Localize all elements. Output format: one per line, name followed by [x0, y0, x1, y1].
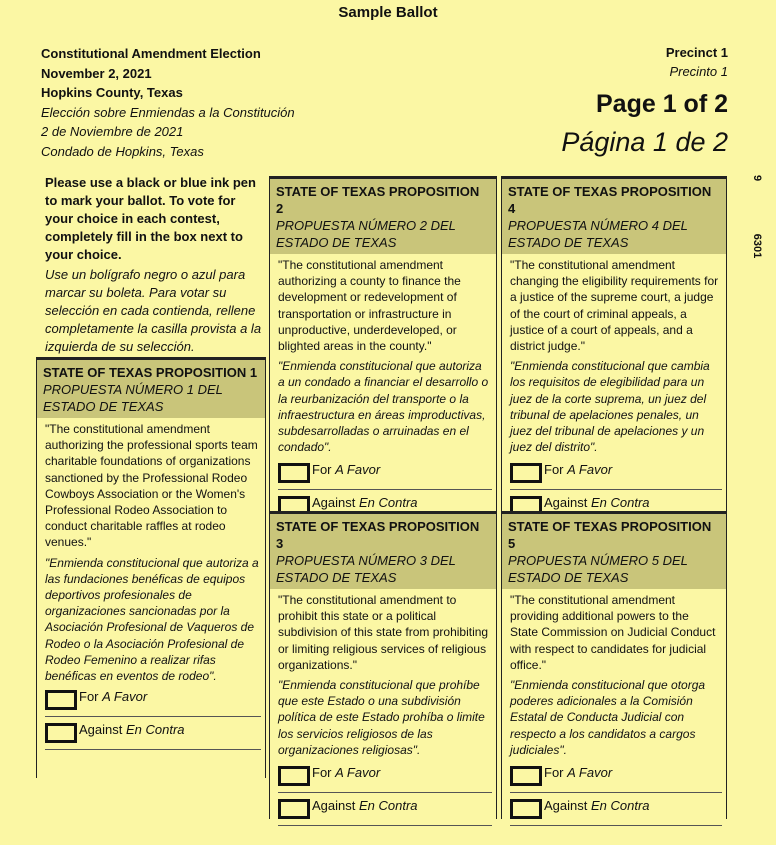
ballot-title: Sample Ballot — [338, 4, 438, 21]
instructions-es: Use un bolígrafo negro o azul para marcar su boleta. Para votar su selección en cada contienda, rellene completamente la casilla provista a la izquierda de su selección. — [45, 267, 262, 354]
voting-instructions — [45, 174, 263, 356]
proposition-1-text-en: "The constitutional amendment authorizing the professional sports team charitable foundations of organizations sanctioned by the Professional Rodeo Cowboys Association or the Women's Professional Rodeo Association to conduct charitable raffles at rodeo venues." — [45, 422, 258, 550]
proposition-1-header — [37, 360, 265, 418]
proposition-3-title-en: STATE OF TEXAS PROPOSITION 3 — [276, 519, 480, 551]
precinct-info — [666, 45, 728, 79]
column-left — [36, 357, 266, 778]
election-info — [41, 44, 295, 162]
proposition-4-title-es: PROPUESTA NÚMERO 4 DEL ESTADO DE TEXAS — [508, 218, 688, 250]
proposition-4-text-en: "The constitutional amendment changing the eligibility requirements for a justice of the supreme court, a judge of the court of criminal appeals, a justice of a court of appeals, and a district judge." — [510, 258, 719, 354]
proposition-5-text-en: "The constitutional amendment providing additional powers to the State Commission on Judicial Conduct with respect to candidates for judicial office." — [510, 593, 716, 672]
proposition-3 — [270, 514, 496, 828]
election-date-es: 2 de Noviembre de 2021 — [41, 124, 184, 140]
proposition-3-against-checkbox[interactable] — [278, 799, 310, 819]
proposition-3-title-es: PROPUESTA NÚMERO 3 DEL ESTADO DE TEXAS — [276, 553, 456, 585]
proposition-3-for-option[interactable] — [270, 762, 496, 795]
proposition-5-text-es: "Enmienda constitucional que otorga poderes adicionales a la Comisión Estatal de Conducta Judicial con respecto a los candidatos a cargos judiciales". — [510, 678, 706, 757]
proposition-1-title-es: PROPUESTA NÚMERO 1 DEL ESTADO DE TEXAS — [43, 382, 223, 414]
election-name-es: Elección sobre Enmiendas a la Constitución — [41, 104, 295, 120]
proposition-4-text-es: "Enmienda constitucional que cambia los requisitos de elegibilidad para un juez de la corte suprema, un juez del tribunal de apelaciones penales, un juez del tribunal de apelaciones y un juez del distrito". — [510, 359, 710, 455]
precinct-en: Precinct 1 — [665, 45, 728, 60]
proposition-3-text-es: "Enmienda constitucional que prohíbe que este Estado o una subdivisión política de este Estado prohíba o limite los servicios religiosos de las organizaciones religiosas". — [278, 678, 485, 757]
precinct-es: Precinto 1 — [669, 64, 728, 79]
election-name-en: Constitutional Amendment Election — [41, 46, 261, 61]
proposition-3-text-en: "The constitutional amendment to prohibit this state or a political subdivision of this state from prohibiting or limiting religious services of religious organizations." — [278, 593, 489, 672]
proposition-4-header — [502, 179, 726, 254]
against-label-en: Against — [544, 798, 588, 814]
for-label-en: For — [544, 462, 564, 478]
proposition-5-against-checkbox[interactable] — [510, 799, 542, 819]
proposition-5-title-es: PROPUESTA NÚMERO 5 DEL ESTADO DE TEXAS — [508, 553, 688, 585]
proposition-5-for-checkbox[interactable] — [510, 766, 542, 786]
side-number-bottom: 6301 — [751, 233, 764, 259]
against-label-es: En Contra — [359, 495, 418, 511]
for-label-en: For — [312, 462, 332, 478]
against-label-en: Against — [312, 798, 356, 814]
for-label-es: A Favor — [102, 689, 148, 705]
proposition-2-text-en: "The constitutional amendment authorizing a county to finance the development or redevelopment of transportation or infrastructure in unproductive, underdeveloped, or blighted areas in the county." — [278, 258, 461, 354]
proposition-4-title-en: STATE OF TEXAS PROPOSITION 4 — [508, 184, 712, 216]
for-label-es: A Favor — [567, 462, 613, 478]
proposition-1-text-es: "Enmienda constitucional que autoriza a las fundaciones benéficas de equipos deportivos profesionales de organizaciones sancionadas por la Asociación Profesional de Vaqueros de Rodeo o la Asociación Profesional de Rodeo Femenino a realizar rifas benéficas en eventos de rodeo". — [45, 555, 259, 684]
proposition-3-against-option[interactable] — [270, 795, 496, 828]
election-date-en: November 2, 2021 — [41, 65, 152, 81]
proposition-1-for-option[interactable] — [37, 686, 265, 719]
proposition-2-title-en: STATE OF TEXAS PROPOSITION 2 — [276, 184, 480, 216]
for-label-es: A Favor — [567, 765, 613, 781]
column-right — [501, 176, 727, 819]
for-label-en: For — [544, 765, 564, 781]
proposition-4-for-option[interactable] — [502, 459, 726, 492]
against-label-es: En Contra — [591, 495, 650, 511]
against-label-en: Against — [544, 495, 588, 511]
proposition-5-against-option[interactable] — [502, 795, 726, 828]
page-number-es: Página 1 de 2 — [561, 127, 728, 157]
for-label-en: For — [312, 765, 332, 781]
against-label-en: Against — [79, 722, 123, 738]
proposition-5-for-option[interactable] — [502, 762, 726, 795]
for-label-es: A Favor — [335, 765, 381, 781]
proposition-1-against-checkbox[interactable] — [45, 723, 77, 743]
proposition-3-header — [270, 514, 496, 589]
proposition-4 — [502, 179, 726, 525]
against-label-es: En Contra — [126, 722, 185, 738]
proposition-2-for-option[interactable] — [270, 459, 496, 492]
proposition-5 — [502, 514, 726, 828]
column-middle — [269, 176, 497, 819]
proposition-2-header — [270, 179, 496, 254]
proposition-5-header — [502, 514, 726, 589]
proposition-1-against-option[interactable] — [37, 719, 265, 752]
for-label-es: A Favor — [335, 462, 381, 478]
side-number-top: 9 — [751, 174, 764, 182]
proposition-2-title-es: PROPUESTA NÚMERO 2 DEL ESTADO DE TEXAS — [276, 218, 456, 250]
against-label-es: En Contra — [359, 798, 418, 814]
against-label-es: En Contra — [591, 798, 650, 814]
proposition-1 — [37, 360, 265, 752]
against-label-en: Against — [312, 495, 356, 511]
proposition-2-for-checkbox[interactable] — [278, 463, 310, 483]
proposition-1-for-checkbox[interactable] — [45, 690, 77, 710]
proposition-4-for-checkbox[interactable] — [510, 463, 542, 483]
election-county-es: Condado de Hopkins, Texas — [41, 143, 204, 159]
for-label-en: For — [79, 689, 99, 705]
proposition-1-title-en: STATE OF TEXAS PROPOSITION 1 — [43, 365, 258, 380]
proposition-5-title-en: STATE OF TEXAS PROPOSITION 5 — [508, 519, 712, 551]
proposition-3-for-checkbox[interactable] — [278, 766, 310, 786]
instructions-en: Please use a black or blue ink pen to mark your ballot. To vote for your choice in each contest, completely fill in the box next to your choice. — [45, 175, 256, 262]
election-county-en: Hopkins County, Texas — [41, 85, 183, 101]
page-number-en: Page 1 of 2 — [596, 90, 728, 118]
proposition-2-text-es: "Enmienda constitucional que autoriza a un condado a financiar el desarrollo o la reurbanización del transporte o la infraestructura en áreas improductivas, subdesarrolladas o arruinadas en el condado". — [278, 359, 489, 455]
proposition-2 — [270, 179, 496, 525]
